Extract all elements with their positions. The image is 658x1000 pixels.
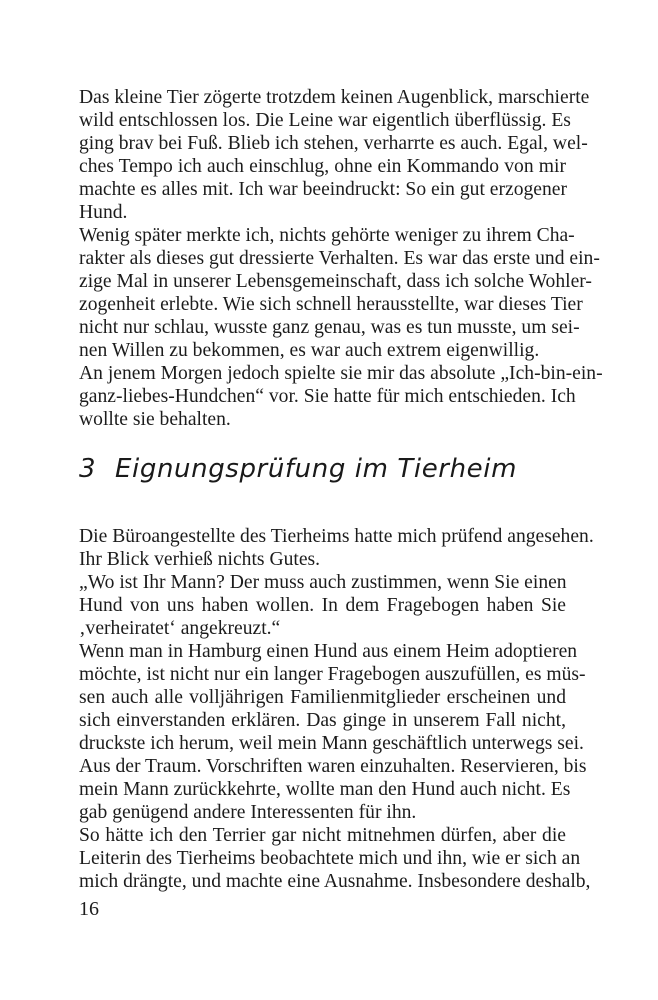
text-line: Das kleine Tier zögerte trotzdem keinen Augenblick, marschierte <box>79 87 590 108</box>
chapter-heading <box>79 452 517 486</box>
text-line: mich drängte, und machte eine Ausnahme. Insbesondere deshalb, <box>79 871 591 892</box>
text-line: Wenn man in Hamburg einen Hund aus einem Heim adoptieren <box>79 641 578 662</box>
text-line: ging brav bei Fuß. Blieb ich stehen, verharrte es auch. Egal, wel- <box>79 133 588 154</box>
text-line: machte es alles mit. Ich war beeindruckt: So ein gut erzogener <box>79 179 568 200</box>
text-line: sich einverstanden erklären. Das ginge in unserem Fall nicht, <box>79 710 566 731</box>
text-line: wild entschlossen los. Die Leine war eigentlich überflüssig. Es <box>79 110 571 131</box>
text-line: „Wo ist Ihr Mann? Der muss auch zustimmen, wenn Sie einen <box>79 572 567 593</box>
text-line: ches Tempo ich auch einschlug, ohne ein Kommando von mir <box>79 156 566 177</box>
text-line: Hund von uns haben wollen. In dem Fragebogen haben Sie <box>79 595 566 616</box>
text-line: nicht nur schlau, wusste ganz genau, was es tun musste, um sei- <box>79 317 580 338</box>
page-number: 16 <box>79 898 99 920</box>
text-line: Leiterin des Tierheims beobachtete mich und ihn, wie er sich an <box>79 848 581 869</box>
text-line: Ihr Blick verhieß nichts Gutes. <box>79 549 321 570</box>
text-line: Hund. <box>79 202 128 223</box>
text-line: ‚verheiratet‘ angekreuzt.“ <box>79 618 281 639</box>
text-line: So hätte ich den Terrier gar nicht mitnehmen dürfen, aber die <box>79 825 566 846</box>
text-line: möchte, ist nicht nur ein langer Fragebogen auszufüllen, es müs- <box>79 664 586 685</box>
text-line: An jenem Morgen jedoch spielte sie mir das absolute „Ich-bin-ein- <box>79 363 603 384</box>
text-line: Die Büroangestellte des Tierheims hatte mich prüfend angesehen. <box>79 526 594 547</box>
text-line: mein Mann zurückkehrte, wollte man den Hund auch nicht. Es <box>79 779 571 800</box>
text-line: wollte sie behalten. <box>79 409 231 430</box>
text-line: druckste ich herum, weil mein Mann geschäftlich unterwegs sei. <box>79 733 584 754</box>
text-line: rakter als dieses gut dressierte Verhalten. Es war das erste und ein- <box>79 248 600 269</box>
text-line: sen auch alle volljährigen Familienmitglieder erscheinen und <box>79 687 566 708</box>
text-line: Aus der Traum. Vorschriften waren einzuhalten. Reservieren, bis <box>79 756 587 777</box>
chapter-title: Eignungsprüfung im Tierheim <box>115 454 518 484</box>
text-line: zogenheit erlebte. Wie sich schnell herausstellte, war dieses Tier <box>79 294 583 315</box>
chapter-number: 3 <box>79 454 97 484</box>
text-line: nen Willen zu bekommen, es war auch extrem eigenwillig. <box>79 340 540 361</box>
text-line: zige Mal in unserer Lebensgemeinschaft, dass ich solche Wohler- <box>79 271 592 292</box>
text-line: ganz-liebes-Hundchen“ vor. Sie hatte für mich entschieden. Ich <box>79 386 576 407</box>
text-line: gab genügend andere Interessenten für ihn. <box>79 802 417 823</box>
text-line: Wenig später merkte ich, nichts gehörte weniger zu ihrem Cha- <box>79 225 575 246</box>
